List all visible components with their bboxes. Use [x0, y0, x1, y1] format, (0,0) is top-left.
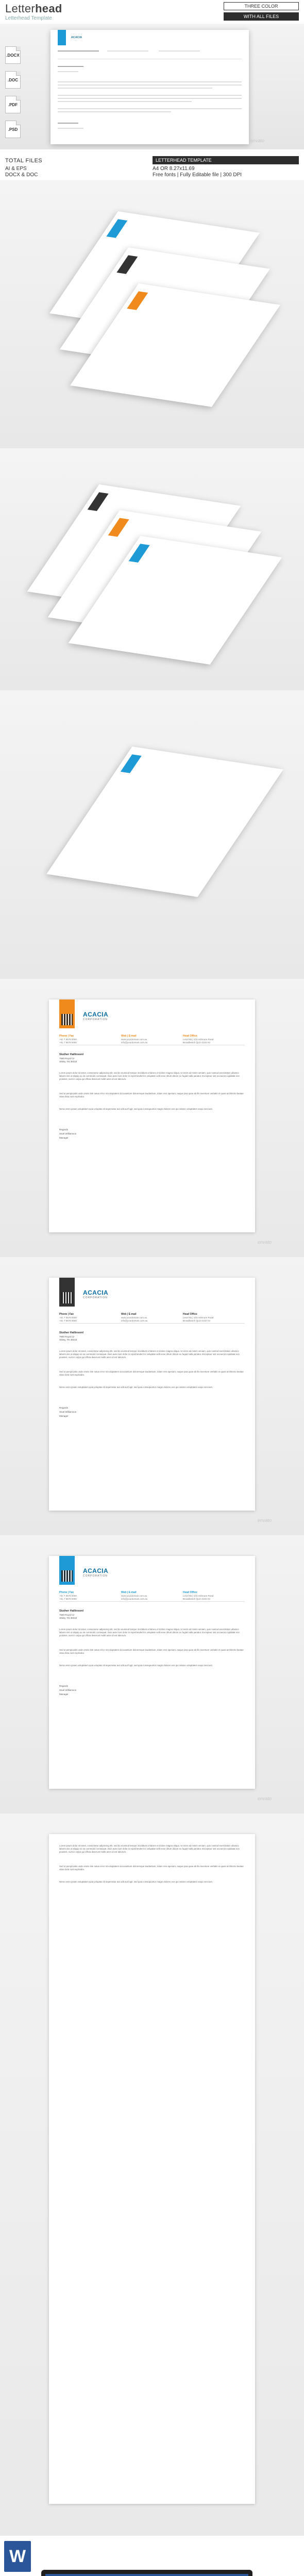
body-paragraph: Sed ut perspiciatis unde omnis iste natus error sit voluptatem accusantium doloremque laudantium, totam rem aperiam, eaque ipsa quae ab illo inventore veritatis et quasi architecto beatae vitae dicta sunt explicabo.	[59, 1649, 244, 1654]
contact-phone-heading: Phone | Fax	[59, 1591, 74, 1594]
blue-accent-bar	[58, 30, 66, 45]
signer-name: Stuel Williamson	[59, 1411, 77, 1413]
contact-line: +61 7 5578 0000	[59, 1041, 77, 1044]
mockup-doc	[46, 747, 283, 897]
recipient-address: 7560 Royal Cir	[59, 1335, 75, 1338]
watermark: envato	[250, 138, 265, 143]
qr-code-icon	[61, 1570, 73, 1582]
recipient-name: Stuther Hallinsonl	[59, 1053, 84, 1056]
signer-role: Manager	[59, 1415, 69, 1417]
contact-line: +61 7 5578 0000	[59, 1316, 77, 1319]
page-title	[5, 2, 62, 15]
letterhead-page	[49, 1278, 255, 1511]
watermark: envato	[258, 1240, 272, 1245]
monitor	[41, 2570, 252, 2576]
doc-file-icon: .DOC	[5, 71, 21, 89]
body-paragraph: Lorem ipsum dolor sit amet, consectetur adipiscing elit, sed do eiusmod tempor incididunt ut labore et dolore magna aliqua. Ut enim ad minim veniam, quis nostrud exercitation ullamco laboris nisi ut aliquip ex ea commodo consequat. Duis aute irure dolor in reprehenderit in voluptate velit esse cillum dolore eu fugiat nulla pariatur. Excepteur sint occaecat cupidatat non proident, sunt in culpa qui officia deserunt mollit anim id est laborum.	[59, 1844, 240, 1853]
word-icon: W	[4, 2541, 31, 2572]
contact-office-heading: Head Office	[183, 1313, 197, 1316]
body-paragraph: Lorem ipsum dolor sit amet, consectetur adipiscing elit, sed do eiusmod tempor incididunt ut labore et dolore magna aliqua. Ut enim ad minim veniam, quis nostrud exercitation ullamco laboris nisi ut aliquip ex ea commodo consequat. Duis aute irure dolor in reprehenderit in voluptate velit esse cillum dolore eu fugiat nulla pariatur. Excepteur sint occaecat cupidatat non proident, sunt in culpa qui officia deserunt mollit anim id est laborum.	[59, 1628, 240, 1637]
company-logo: ACACIA	[71, 36, 82, 39]
body-paragraph: Lorem ipsum dolor sit amet, consectetur adipiscing elit, sed do eiusmod tempor incididunt ut labore et dolore magna aliqua. Ut enim ad minim veniam, quis nostrud exercitation ullamco laboris nisi ut aliquip ex ea commodo consequat. Duis aute irure dolor in reprehenderit in voluptate velit esse cillum dolore eu fugiat nulla pariatur. Excepteur sint occaecat cupidatat non proident, sunt in culpa qui officia deserunt mollit anim id est laborum.	[59, 1072, 240, 1080]
word-ribbon	[45, 2574, 248, 2576]
body-paragraph: Sed ut perspiciatis unde omnis iste natus error sit voluptatem accusantium doloremque laudantium, totam rem aperiam, eaque ipsa quae ab illo inventore veritatis et quasi architecto beatae vitae dicta sunt explicabo.	[59, 1092, 244, 1098]
contact-office-heading: Head Office	[183, 1591, 197, 1594]
mockup-stack-panel	[0, 180, 304, 448]
contact-line: info@yourdomain.com.au	[121, 1041, 148, 1044]
spec-item: Free fonts | Fully Editable file | 300 DPI	[153, 172, 242, 178]
contact-line: www.yourdomain.com.au	[121, 1038, 147, 1041]
contact-line: +61 7 5578 0000	[59, 1595, 77, 1597]
docx-file-icon: .DOCX	[5, 46, 21, 64]
letterhead-page	[49, 1556, 255, 1789]
body-paragraph: Sed ut perspiciatis unde omnis iste natus error sit voluptatem accusantium doloremque laudantium, totam rem aperiam, eaque ipsa quae ab illo inventore veritatis et quasi architecto beatae vitae dicta sunt explicabo.	[59, 1865, 244, 1871]
signer-role: Manager	[59, 1137, 69, 1139]
files-band	[0, 149, 304, 180]
title-light: Letter	[5, 2, 36, 15]
title-bold: head	[35, 2, 62, 15]
all-files-badge: WITH ALL FILES	[224, 12, 299, 21]
body-paragraph: Nemo enim ipsam voluptatem quia voluptas sit aspernatur aut odit aut fugit, sed quia consequuntur magni dolores eos qui ratione voluptatem sequi nesciunt.	[59, 1108, 213, 1110]
pdf-file-icon: .PDF	[5, 96, 21, 113]
letterhead-template-heading: LETTERHEAD TEMPLATE	[153, 156, 299, 164]
contact-line: Broadbeach QLD 4218 AU	[183, 1598, 211, 1600]
recipient-name: Stuther Hallinsonl	[59, 1609, 84, 1613]
recipient-name: Stuther Hallinsonl	[59, 1331, 84, 1334]
regards: Regards	[59, 1406, 69, 1409]
contact-line: www.yourdomain.com.au	[121, 1316, 147, 1319]
watermark: envato	[258, 1796, 272, 1801]
contact-phone-heading: Phone | Fax	[59, 1313, 74, 1316]
letterhead-preview	[50, 30, 249, 144]
contact-line: +61 7 5578 0000	[59, 1319, 77, 1322]
regards: Regards	[59, 1128, 69, 1131]
preview-continuation	[0, 1814, 304, 2536]
contact-line: info@yourdomain.com.au	[121, 1598, 148, 1600]
signer-name: Stuel Williamson	[59, 1689, 77, 1691]
file-type-item: AI & EPS	[5, 166, 27, 172]
file-type-item: DOCX & DOC	[5, 172, 38, 178]
contact-web-heading: Web | E-mail	[121, 1313, 137, 1316]
qr-code-icon	[61, 1292, 73, 1303]
letterhead-blue-panel	[0, 1535, 304, 1814]
qr-code-icon	[61, 1014, 73, 1025]
contact-line: +61 7 5578 0000	[59, 1038, 77, 1041]
body-paragraph: Nemo enim ipsam voluptatem quia voluptas sit aspernatur aut odit aut fugit, sed quia consequuntur magni dolores eos qui ratione voluptatem sequi nesciunt.	[59, 1664, 213, 1667]
psd-file-icon: .PSD	[5, 121, 21, 138]
body-paragraph: Lorem ipsum dolor sit amet, consectetur adipiscing elit, sed do eiusmod tempor incididunt ut labore et dolore magna aliqua. Ut enim ad minim veniam, quis nostrud exercitation ullamco laboris nisi ut aliquip ex ea commodo consequat. Duis aute irure dolor in reprehenderit in voluptate velit esse cillum dolore eu fugiat nulla pariatur. Excepteur sint occaecat cupidatat non proident, sunt in culpa qui officia deserunt mollit anim id est laborum.	[59, 1350, 240, 1359]
company-logo: ACACIA	[83, 1567, 109, 1574]
word-screen	[45, 2574, 248, 2576]
company-logo: ACACIA	[83, 1011, 109, 1018]
body-paragraph: Sed ut perspiciatis unde omnis iste natus error sit voluptatem accusantium doloremque laudantium, totam rem aperiam, eaque ipsa quae ab illo inventore veritatis et quasi architecto beatae vitae dicta sunt explicabo.	[59, 1370, 244, 1376]
contact-line: Level 65 | 103 Ashmore Road	[183, 1595, 214, 1597]
divider	[59, 1601, 245, 1602]
contact-line: Level 65 | 103 Ashmore Road	[183, 1316, 214, 1319]
letterhead-page	[49, 999, 255, 1232]
contact-phone-heading: Phone | Fax	[59, 1035, 74, 1038]
total-files-heading: TOTAL FILES	[5, 158, 43, 164]
body-paragraph: Nemo enim ipsam voluptatem quia voluptas sit aspernatur aut odit aut fugit, sed quia consequuntur magni dolores eos qui ratione voluptatem sequi nesciunt.	[59, 1880, 213, 1883]
contact-line: www.yourdomain.com.au	[121, 1595, 147, 1597]
mockup-fan-panel	[0, 448, 304, 690]
contact-line: Broadbeach QLD 4218 AU	[183, 1041, 211, 1044]
mockup-single-panel	[0, 690, 304, 979]
recipient-address: Shiley, TN 38218	[59, 1060, 77, 1063]
regards: Regards	[59, 1685, 69, 1687]
recipient-address: 7560 Royal Cir	[59, 1057, 75, 1060]
signer-role: Manager	[59, 1693, 69, 1696]
body-paragraph: Nemo enim ipsam voluptatem quia voluptas sit aspernatur aut odit aut fugit, sed quia consequuntur magni dolores eos qui ratione voluptatem sequi nesciunt.	[59, 1386, 213, 1388]
contact-web-heading: Web | E-mail	[121, 1035, 137, 1038]
three-color-badge: THREE COLOR	[224, 2, 299, 10]
letterhead-page-extended	[49, 1834, 255, 2504]
recipient-address: Shiley, TN 38218	[59, 1338, 77, 1341]
spec-item: A4 OR 8.27x11.69	[153, 166, 195, 172]
letterhead-orange-panel	[0, 979, 304, 1257]
contact-line: Level 65 | 103 Ashmore Road	[183, 1038, 214, 1041]
contact-line: info@yourdomain.com.au	[121, 1319, 148, 1322]
contact-line: +61 7 5578 0000	[59, 1598, 77, 1600]
watermark: envato	[258, 1518, 272, 1523]
contact-web-heading: Web | E-mail	[121, 1591, 137, 1594]
recipient-address: 7560 Royal Cir	[59, 1614, 75, 1616]
company-logo: ACACIA	[83, 1289, 109, 1296]
divider	[59, 1323, 245, 1324]
company-sub: CORPORATION	[83, 1296, 108, 1299]
page-subtitle: Letterhead Template	[5, 15, 52, 21]
signer-name: Stuel Williamson	[59, 1132, 77, 1135]
company-sub: CORPORATION	[83, 1574, 108, 1578]
company-sub: CORPORATION	[83, 1018, 108, 1021]
letterhead-dark-panel	[0, 1257, 304, 1535]
recipient-address: Shiley, TN 38218	[59, 1617, 77, 1619]
contact-office-heading: Head Office	[183, 1035, 197, 1038]
contact-line: Broadbeach QLD 4218 AU	[183, 1319, 211, 1322]
